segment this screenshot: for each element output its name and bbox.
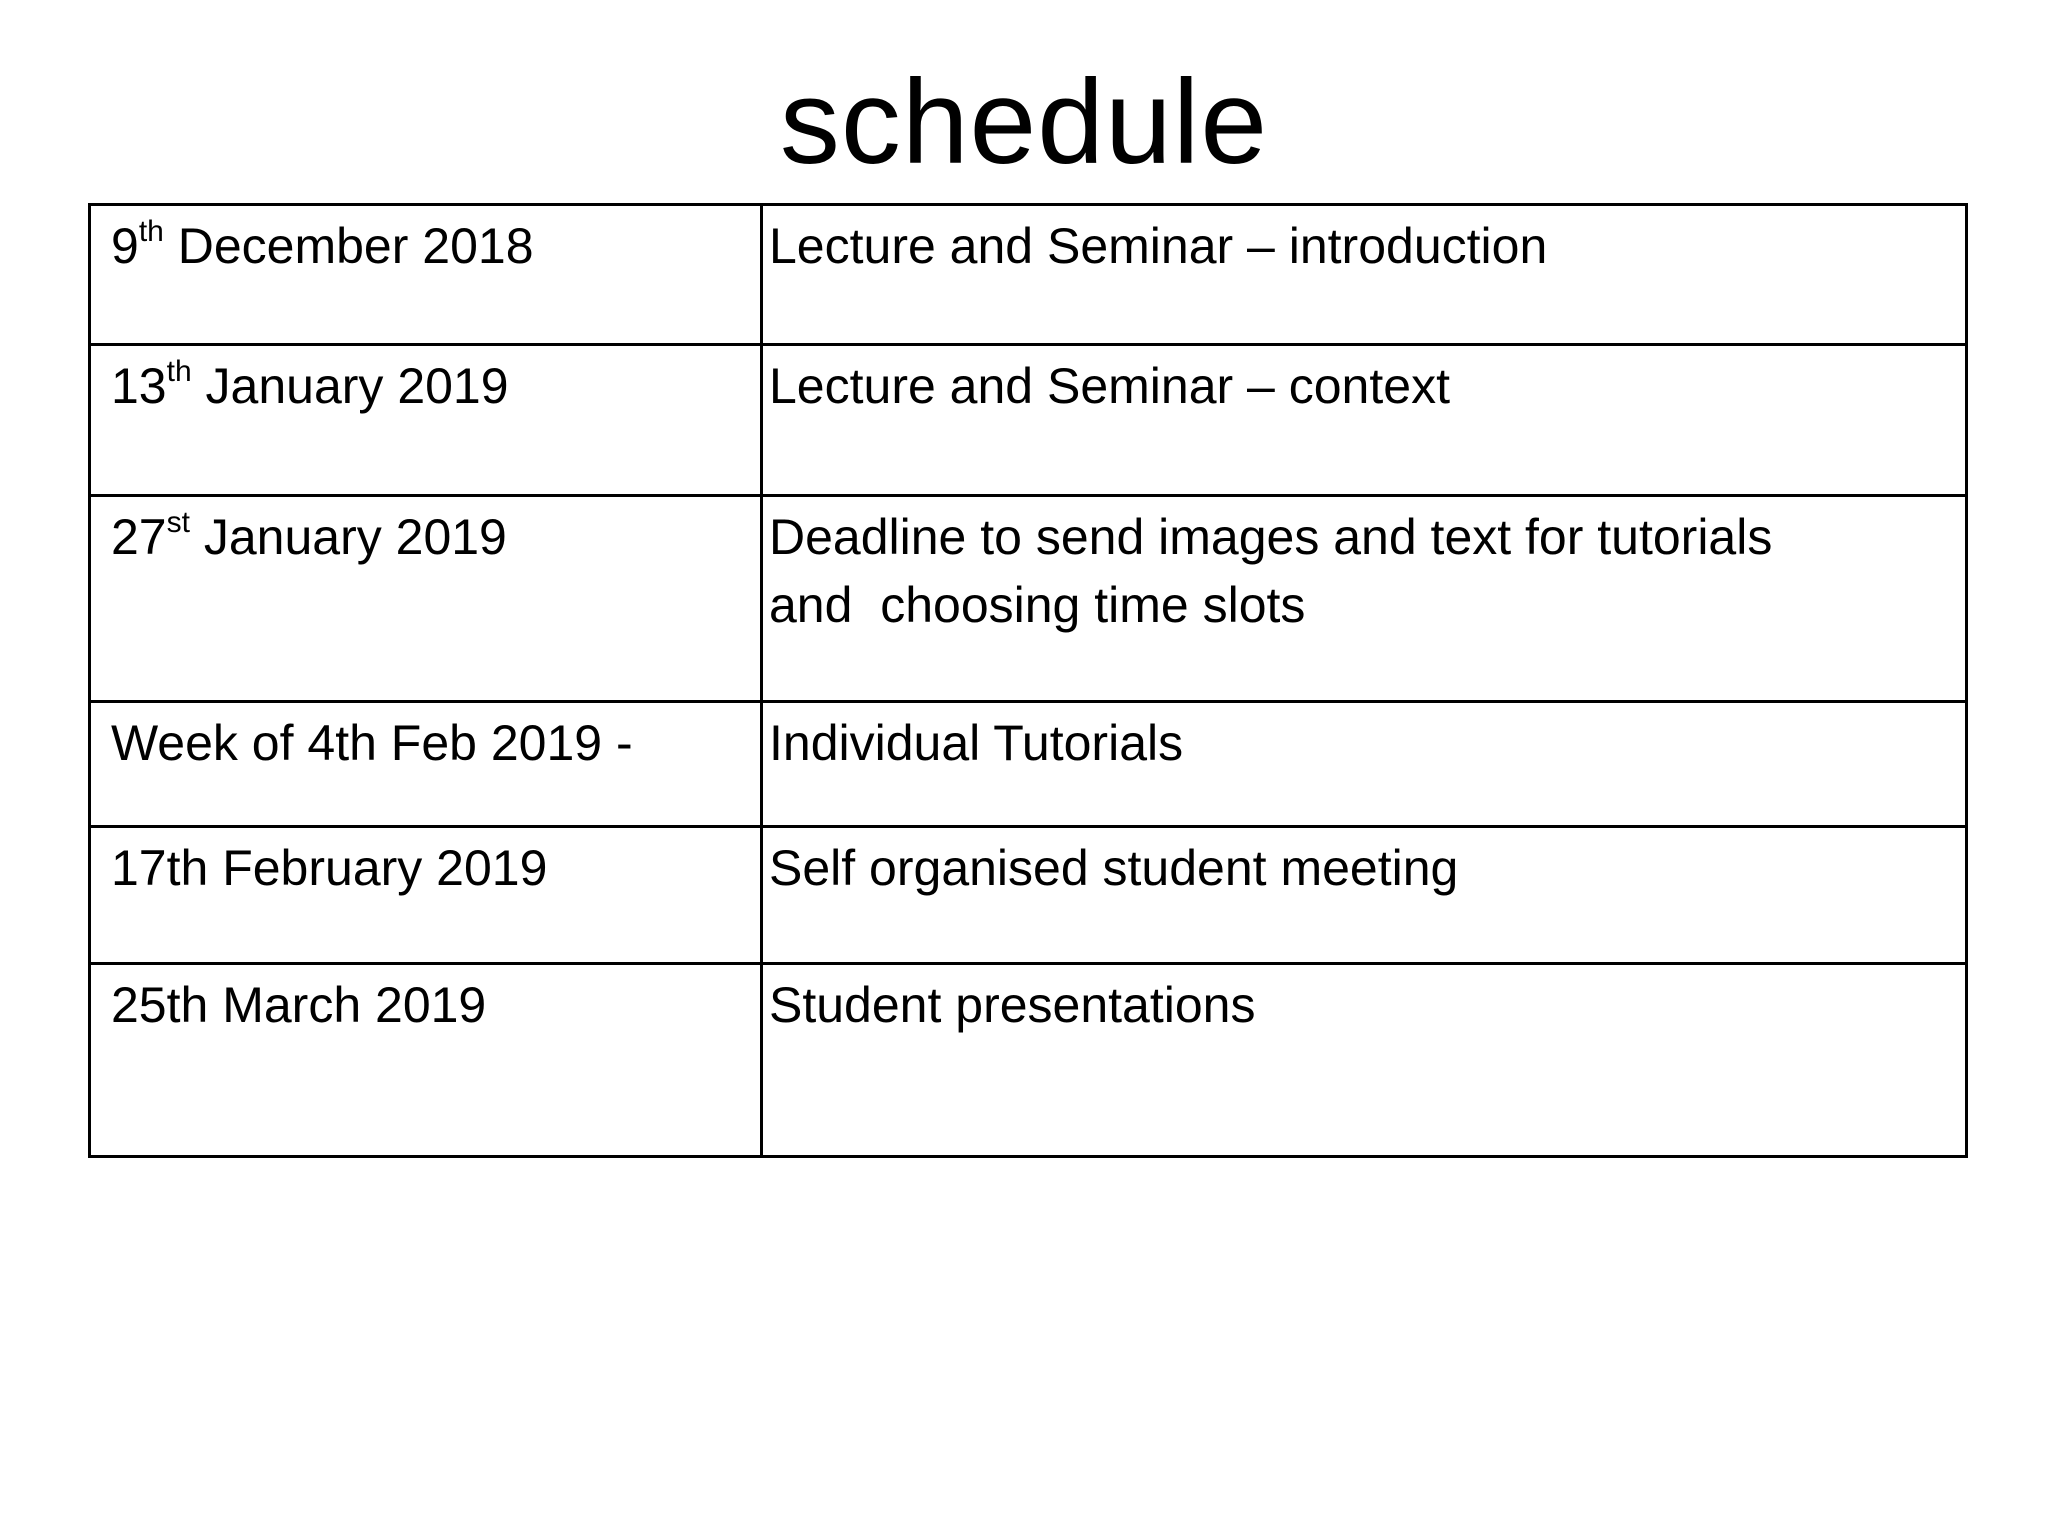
description-cell: Student presentations bbox=[762, 964, 1967, 1157]
date-rest: December 2018 bbox=[163, 218, 534, 274]
description-cell: Lecture and Seminar – introduction bbox=[762, 205, 1967, 345]
date-number: 27 bbox=[111, 509, 167, 565]
date-ordinal: th bbox=[138, 215, 164, 248]
description-cell: Self organised student meeting bbox=[762, 827, 1967, 964]
description-cell bbox=[762, 496, 1967, 702]
table-row bbox=[90, 827, 1967, 964]
date-cell: Week of 4th Feb 2019 - bbox=[90, 702, 762, 827]
date-ordinal: th bbox=[166, 355, 192, 388]
date-cell bbox=[90, 345, 762, 496]
date-rest: January 2019 bbox=[189, 509, 507, 565]
description-line: and choosing time slots bbox=[769, 577, 1306, 633]
table-row bbox=[90, 964, 1967, 1157]
description-cell: Lecture and Seminar – context bbox=[762, 345, 1967, 496]
date-ordinal: st bbox=[166, 506, 190, 539]
schedule-table bbox=[88, 203, 1968, 1158]
table-row bbox=[90, 345, 1967, 496]
description-line: Deadline to send images and text for tutorials bbox=[769, 509, 1773, 565]
date-rest: January 2019 bbox=[191, 358, 509, 414]
table-row bbox=[90, 702, 1967, 827]
date-cell: 25th March 2019 bbox=[90, 964, 762, 1157]
date-cell bbox=[90, 205, 762, 345]
table-row bbox=[90, 205, 1967, 345]
date-cell: 17th February 2019 bbox=[90, 827, 762, 964]
table-row bbox=[90, 496, 1967, 702]
date-cell bbox=[90, 496, 762, 702]
date-number: 9 bbox=[111, 218, 139, 274]
description-cell: Individual Tutorials bbox=[762, 702, 1967, 827]
date-number: 13 bbox=[111, 358, 167, 414]
page-title: schedule bbox=[779, 55, 1269, 189]
